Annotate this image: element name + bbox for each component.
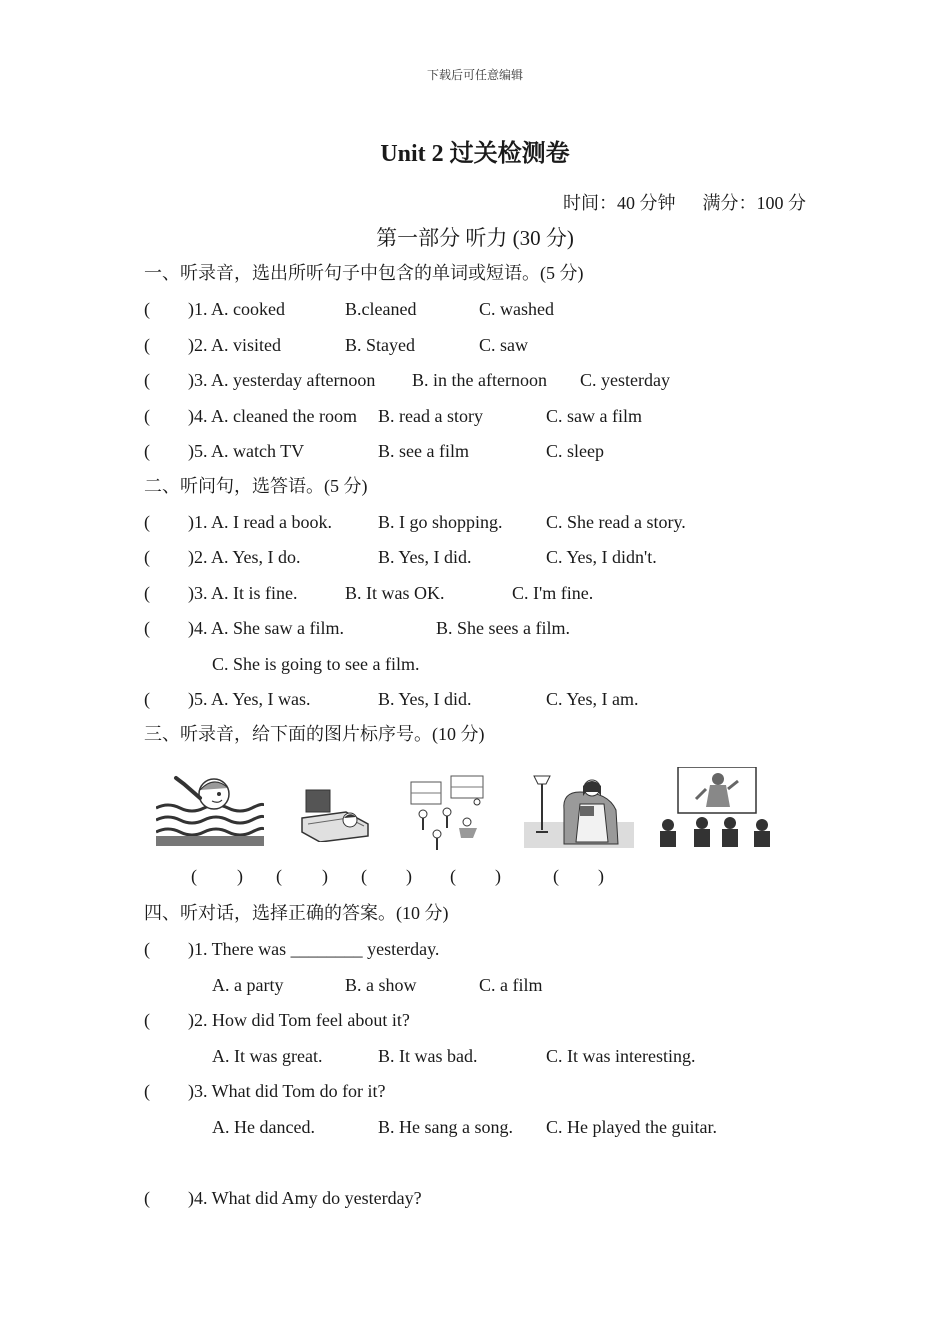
answer-blank[interactable]: (	[144, 441, 150, 461]
picture-reading-story	[524, 770, 634, 848]
picture-swimming	[156, 770, 264, 846]
exam-meta	[563, 189, 806, 215]
picture-watching-film	[656, 770, 776, 847]
picture-3-close: )	[406, 866, 412, 886]
option-b: B. Yes, I did.	[378, 689, 472, 709]
picture-2-open[interactable]: (	[276, 866, 282, 886]
option-c: C. Yes, I am.	[546, 689, 639, 709]
picture-2-close: )	[322, 866, 328, 886]
item-question: )1. A. I read a book.	[188, 512, 332, 532]
option-b: B.cleaned	[345, 299, 417, 319]
option-b: B. in the afternoon	[412, 370, 547, 390]
answer-blank[interactable]: (	[144, 335, 150, 355]
item-question: )5. A. Yes, I was.	[188, 689, 311, 709]
option-c: C. He played the guitar.	[546, 1117, 717, 1137]
section-1-heading: 一、听录音，选出所听句子中包含的单词或短语。(5 分)	[144, 263, 584, 283]
picture-4-close: )	[495, 866, 501, 886]
option-a: A. He danced.	[212, 1117, 315, 1137]
answer-blank[interactable]: (	[144, 1010, 150, 1030]
answer-blank[interactable]: (	[144, 370, 150, 390]
option-c: C. She is going to see a film.	[212, 654, 420, 674]
picture-5-close: )	[598, 866, 604, 886]
section-3-heading: 三、听录音，给下面的图片标序号。(10 分)	[144, 724, 485, 744]
item-question: )3. A. It is fine.	[188, 583, 298, 603]
option-b: B. I go shopping.	[378, 512, 503, 532]
option-c: C. washed	[479, 299, 554, 319]
answer-blank[interactable]: (	[144, 1081, 150, 1101]
picture-1-open[interactable]: (	[191, 866, 197, 886]
page-title: Unit 2 过关检测卷	[380, 141, 570, 167]
option-c: C. Yes, I didn't.	[546, 547, 657, 567]
option-b: B. Yes, I did.	[378, 547, 472, 567]
picture-3-open[interactable]: (	[361, 866, 367, 886]
option-b: B. It was bad.	[378, 1046, 478, 1066]
answer-blank[interactable]: (	[144, 512, 150, 532]
picture-sleeping	[298, 770, 370, 842]
option-c: C. saw a film	[546, 406, 642, 426]
option-b: B. Stayed	[345, 335, 415, 355]
answer-blank[interactable]: (	[144, 406, 150, 426]
answer-blank[interactable]: (	[144, 618, 150, 638]
item-question: )1. A. cooked	[188, 299, 285, 319]
header-note: 下载后可任意编辑	[426, 68, 523, 82]
option-b: B. a show	[345, 975, 417, 995]
option-b: B. It was OK.	[345, 583, 445, 603]
time-limit: 时间：40 分钟	[563, 193, 676, 213]
option-b: B. see a film	[378, 441, 469, 461]
picture-children-playing	[407, 770, 487, 852]
item-question: )3. A. yesterday afternoon	[188, 370, 376, 390]
section-2-heading: 二、听问句，选答语。(5 分)	[144, 476, 368, 496]
picture-1-close: )	[237, 866, 243, 886]
total-score: 满分：100 分	[702, 193, 806, 213]
part-title: 第一部分 听力 (30 分)	[376, 226, 574, 250]
option-c: C. a film	[479, 975, 543, 995]
item-question: )4. A. cleaned the room	[188, 406, 357, 426]
option-c: C. sleep	[546, 441, 604, 461]
option-b: B. She sees a film.	[436, 618, 570, 638]
section-4-heading: 四、听对话，选择正确的答案。(10 分)	[144, 903, 449, 923]
picture-4-open[interactable]: (	[450, 866, 456, 886]
picture-5-open[interactable]: (	[553, 866, 559, 886]
item-question: )4. A. She saw a film.	[188, 618, 344, 638]
item-question: )2. A. visited	[188, 335, 281, 355]
answer-blank[interactable]: (	[144, 583, 150, 603]
option-c: C. I'm fine.	[512, 583, 594, 603]
item-question: )2. A. Yes, I do.	[188, 547, 301, 567]
item-question: )5. A. watch TV	[188, 441, 305, 461]
option-c: C. saw	[479, 335, 528, 355]
option-a: A. a party	[212, 975, 284, 995]
answer-blank[interactable]: (	[144, 299, 150, 319]
option-b: B. read a story	[378, 406, 483, 426]
option-c: C. yesterday	[580, 370, 670, 390]
answer-blank[interactable]: (	[144, 547, 150, 567]
item-question: )3. What did Tom do for it?	[188, 1081, 386, 1101]
answer-blank[interactable]: (	[144, 689, 150, 709]
option-a: A. It was great.	[212, 1046, 323, 1066]
option-b: B. He sang a song.	[378, 1117, 513, 1137]
answer-blank[interactable]: (	[144, 939, 150, 959]
item-question: )2. How did Tom feel about it?	[188, 1010, 410, 1030]
option-c: C. She read a story.	[546, 512, 686, 532]
option-c: C. It was interesting.	[546, 1046, 696, 1066]
item-question: )1. There was ________ yesterday.	[188, 939, 440, 959]
answer-blank[interactable]: (	[144, 1188, 150, 1208]
item-question: )4. What did Amy do yesterday?	[188, 1188, 422, 1208]
